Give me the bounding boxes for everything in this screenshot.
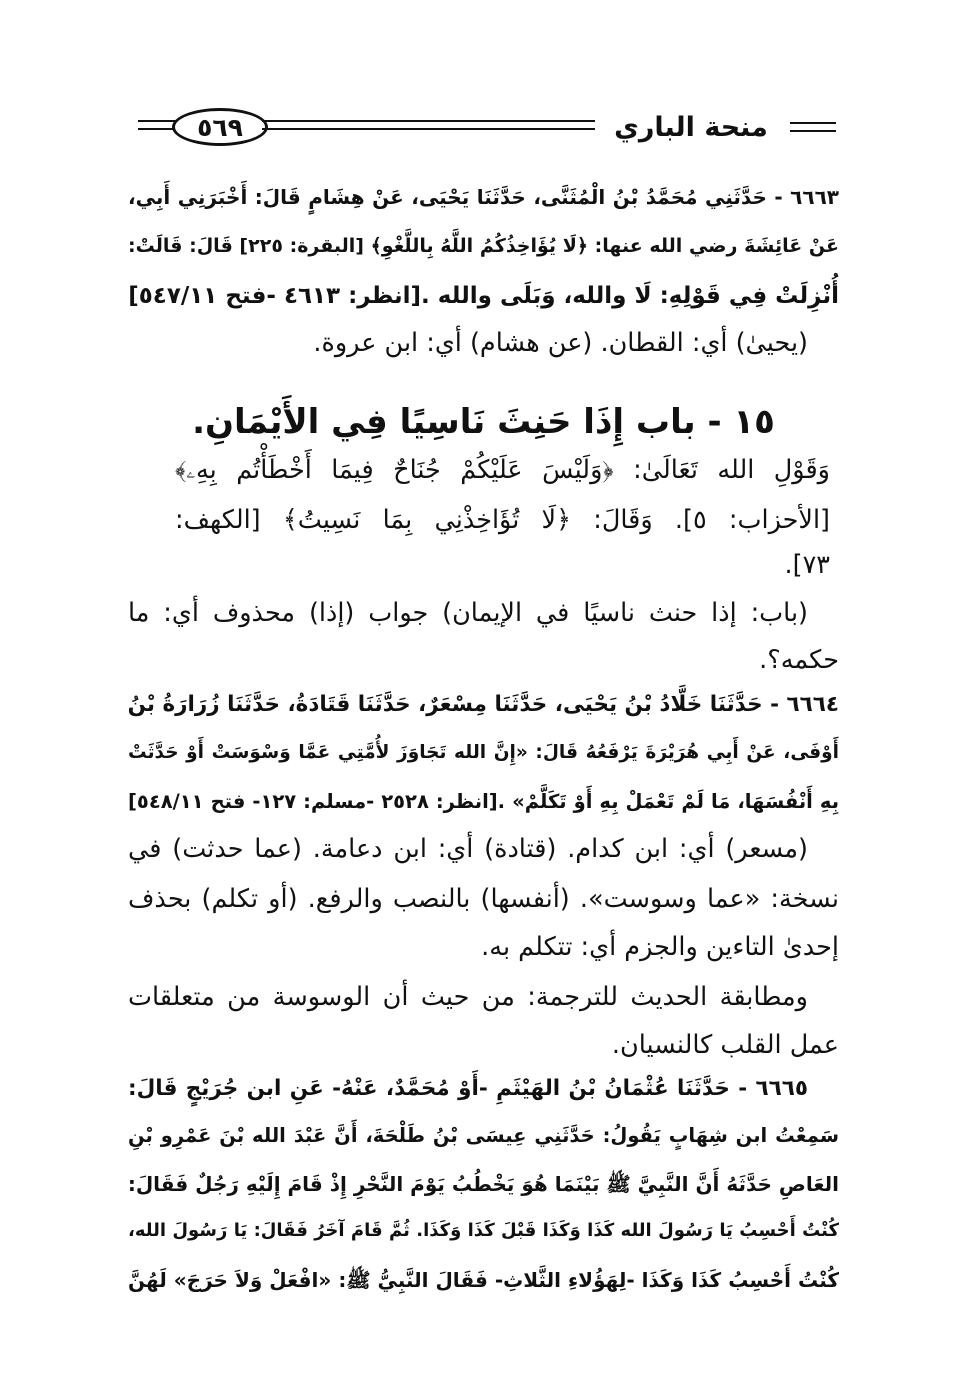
- hadith-6665-line-2: سَمِعْتُ ابن شِهَابٍ يَقُولُ: حَدَّثَنِي عِيسَى بْنُ طَلْحَةَ، أَنَّ عَبْدَ الله بْنَ عَمْرِو بْنِ: [128, 1124, 839, 1147]
- chapter-commentary-line-1: (باب: إذا حنث ناسيًا في الإيمان) جواب (إذا) محذوف أي: ما: [128, 598, 808, 628]
- commentary-6664-line-5: عمل القلب كالنسيان.: [611, 1030, 839, 1060]
- chapter-verse-line-3: ٧٣].: [784, 550, 830, 580]
- hadith-6665-line-3: العَاصِ حَدَّثَهُ أَنَّ النَّبِيَّ ﷺ بَيْنَمَا هُوَ يَخْطُبُ يَوْمَ النَّحْرِ إِذْ قَامَ إِلَيْهِ رَجُلٌ فَقَالَ:: [127, 1172, 839, 1196]
- hadith-6663-line-3: أُنْزِلَتْ فِي قَوْلِهِ: لَا والله، وَبَلَى والله .[انظر: ٤٦١٣ -فتح ٥٤٧/١١]: [128, 283, 839, 309]
- chapter-commentary-line-2: حكمه؟.: [759, 645, 839, 675]
- commentary-6664-line-4: ومطابقة الحديث للترجمة: من حيث أن الوسوسة من متعلقات: [128, 982, 808, 1012]
- hadith-6663-line-1: ٦٦٦٣ - حَدَّثَنِي مُحَمَّدُ بْنُ الْمُثَنَّى، حَدَّثَنَا يَحْيَى، عَنْ هِشَامٍ قَالَ: أَخْبَرَنِي أَبِي،: [128, 185, 839, 209]
- page-number: ٥٦٩: [197, 112, 243, 142]
- chapter-heading: ١٥ - باب إِذَا حَنِثَ نَاسِيًا فِي الأَيْمَانِ.: [192, 402, 775, 442]
- hadith-6664-line-2: أَوْفَى، عَنْ أَبِي هُرَيْرَةَ يَرْفَعُهُ قَالَ: «إِنَّ الله تَجَاوَزَ لأُمَّتِي عَمَّا وَسْوَسَتْ أَوْ حَدَّثَتْ: [128, 742, 839, 763]
- commentary-6664-line-2: نسخة: «عما وسوست». (أنفسها) بالنصب والرفع. (أو تكلم) بحذف: [128, 884, 839, 914]
- hadith-6665-line-5: كُنْتُ أَحْسِبُ كَذَا وَكَذَا -لِهَؤُلاءِ الثَّلاثِ- فَقَالَ النَّبِيُّ ﷺ: «افْعَلْ وَلاَ حَرَجَ» لَهُنَّ: [128, 1268, 839, 1292]
- page-header: [0, 0, 954, 170]
- hadith-6665-line-4: كُنْتُ أَحْسِبُ يَا رَسُولَ الله كَذَا وَكَذَا قَبْلَ كَذَا وَكَذَا. ثُمَّ قَامَ آخَرُ فَقَالَ: يَا رَسُولَ الله،: [128, 1220, 839, 1241]
- hadith-6665-line-1: ٦٦٦٥ - حَدَّثَنَا عُثْمَانُ بْنُ الهَيْثَمِ -أَوْ مُحَمَّدٌ، عَنْهُ- عَنِ ابن جُرَيْجٍ قَالَ:: [128, 1076, 808, 1101]
- hadith-6664-line-3: بِهِ أَنْفُسَهَا، مَا لَمْ تَعْمَلْ بِهِ أَوْ تَكَلَّمْ» .[انظر: ٢٥٢٨ -مسلم: ١٢٧- فتح ٥٤٨/١١]: [128, 790, 840, 813]
- header-rule-right-lower: [790, 130, 836, 132]
- commentary-6664-line-3: إحدىٰ التاءين والجزم أي: تتكلم به.: [481, 932, 839, 962]
- header-rule-middle-lower: [262, 128, 595, 130]
- chapter-verse-line-1: وَقَوْلِ الله تَعَالَىٰ: ﴿وَلَيْسَ عَلَيْكُمْ جُنَاحٌ فِيمَا أَخْطَأْتُم بِهِۦ﴾: [175, 455, 830, 485]
- hadith-6664-line-1: ٦٦٦٤ - حَدَّثَنَا خَلَّادُ بْنُ يَحْيَى، حَدَّثَنَا مِسْعَرٌ، حَدَّثَنَا قَتَادَةُ، حَدَّثَنَا زُرَارَةُ بْنُ: [127, 692, 839, 717]
- chapter-verse-line-2: [الأحزاب: ٥]. وَقَالَ: ﴿لَا تُؤَاخِذْنِي بِمَا نَسِيتُ﴾ [الكهف:: [175, 505, 830, 535]
- page-number-badge: [172, 108, 268, 146]
- commentary-6664-line-1: (مسعر) أي: ابن كدام. (قتادة) أي: ابن دعامة. (عما حدثت) في: [128, 834, 808, 864]
- commentary-6663: (يحيىٰ) أي: القطان. (عن هشام) أي: ابن عروة.: [313, 328, 808, 358]
- header-rule-middle-upper: [262, 120, 595, 122]
- book-title: منحة الباري: [614, 112, 768, 143]
- hadith-6663-line-2: عَنْ عَائِشَةَ رضي الله عنها: ﴿لَا يُؤَاخِذُكُمُ اللَّهُ بِاللَّغْوِ﴾ [البقرة: ٢٢٥] قَالَ: قَالَتْ:: [128, 235, 839, 257]
- header-rule-right-upper: [790, 122, 836, 124]
